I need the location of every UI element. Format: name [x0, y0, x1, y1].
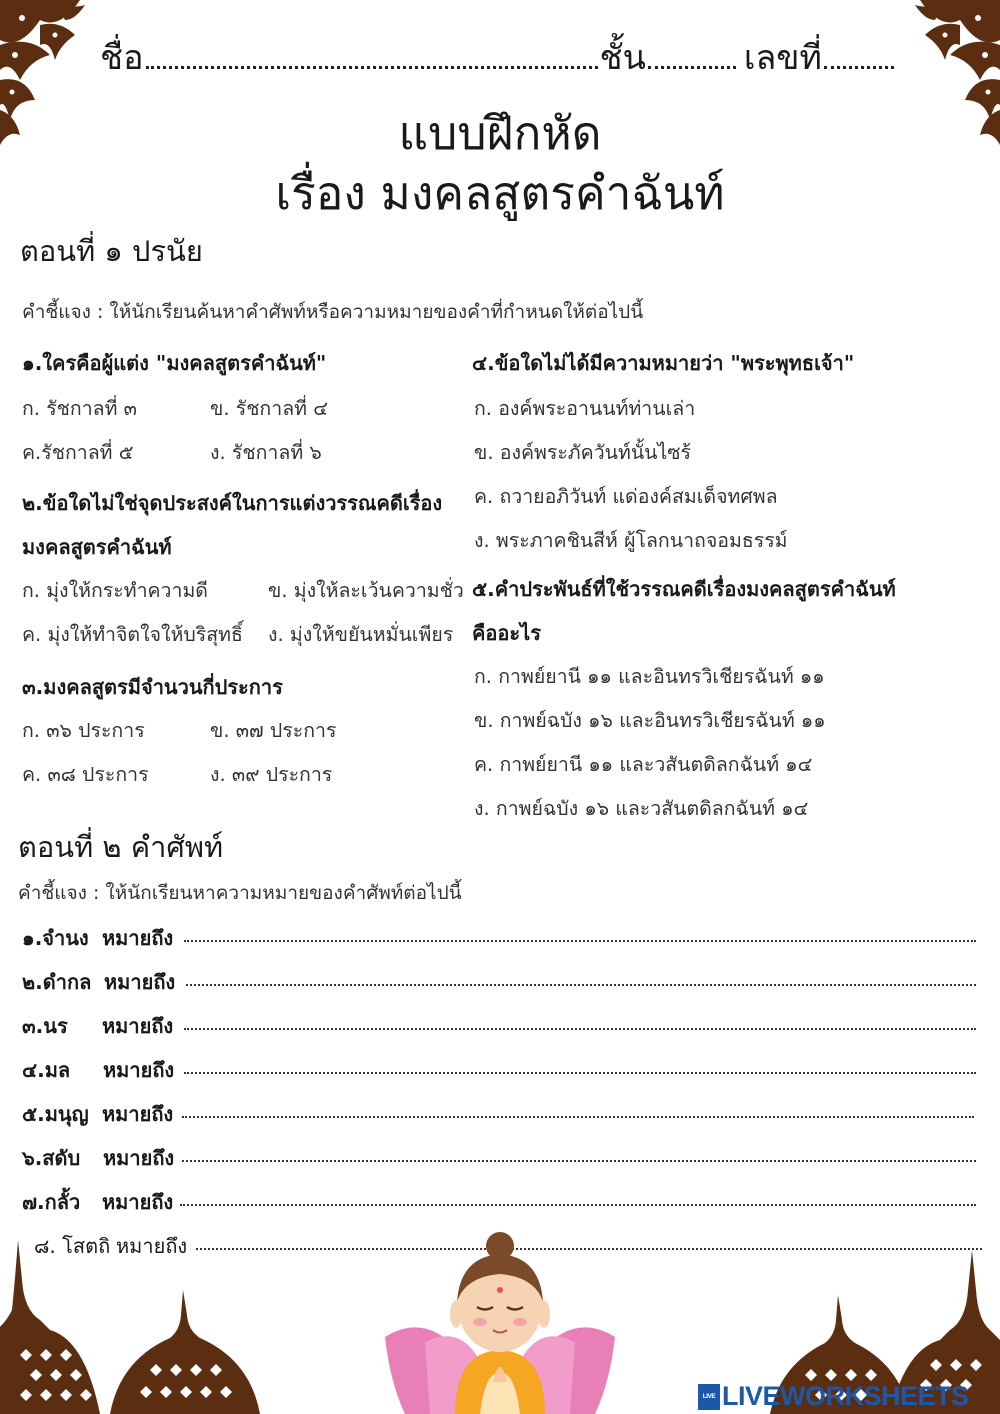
q2-option-c[interactable]: ค. มุ่งให้ทำจิตใจให้บริสุทธิ์: [22, 623, 243, 646]
brand-name: LIVEWORKSHEETS: [722, 1381, 969, 1411]
vocab-answer-blank-7[interactable]: [180, 1204, 976, 1206]
part2-instruction: คำชี้แจง : ให้นักเรียนหาความหมายของคำศัพท์ต่อไปนี้: [18, 882, 462, 904]
vocab-word: ๗.กลั้ว: [22, 1190, 81, 1214]
stupa-left-large-icon: [0, 1240, 110, 1414]
vocab-label: หมายถึง: [103, 1058, 175, 1082]
vocab-label: หมายถึง: [104, 970, 176, 994]
q1-option-c[interactable]: ค.รัชกาลที่ ๕: [22, 441, 134, 464]
part1-heading: ตอนที่ ๑ ปรนัย: [20, 234, 203, 268]
vocab-row-6: [22, 1142, 174, 1174]
class-label: ชั้น: [599, 38, 646, 78]
q5-option-d[interactable]: ง. กาพย์ฉบัง ๑๖ และวสันตดิลกฉันท์ ๑๔: [474, 797, 809, 820]
q2-option-a[interactable]: ก. มุ่งให้กระทำความดี: [22, 579, 208, 602]
part2-heading: ตอนที่ ๒ คำศัพท์: [18, 830, 224, 864]
q2-option-d[interactable]: ง. มุ่งให้ขยันหมั่นเพียร: [268, 623, 454, 646]
q4-option-a[interactable]: ก. องค์พระอานนท์ท่านเล่า: [474, 397, 696, 420]
question-5-line2: คืออะไร: [472, 621, 541, 645]
vocab-word: ๖.สดับ: [22, 1146, 81, 1170]
q4-option-b[interactable]: ข. องค์พระภัควันท์นั้นไซร้: [474, 441, 692, 464]
vocab-word: ๕.มนุญ: [22, 1102, 89, 1126]
liveworksheets-brand[interactable]: [698, 1381, 969, 1412]
question-1: ๑.ใครคือผู้แต่ง "มงคลสูตรคำฉันท์": [22, 351, 327, 375]
vocab-row-3: [22, 1010, 173, 1042]
question-2-line2: มงคลสูตรคำฉันท์: [22, 535, 172, 559]
question-5-line1: ๕.คำประพันธ์ที่ใช้วรรณคดีเรื่องมงคลสูตรคำฉันท์: [472, 577, 896, 601]
vocab-label: หมายถึง: [116, 1234, 188, 1258]
vocab-label: หมายถึง: [102, 1190, 174, 1214]
class-blank[interactable]: [648, 66, 736, 69]
q3-option-a[interactable]: ก. ๓๖ ประการ: [22, 719, 145, 742]
q4-option-c[interactable]: ค. ถวายอภิวันท์ แด่องค์สมเด็จทศพล: [474, 485, 778, 508]
q5-option-b[interactable]: ข. กาพย์ฉบัง ๑๖ และอินทรวิเชียรฉันท์ ๑๑: [474, 709, 826, 732]
vocab-word: ๘. โสตถิ: [34, 1234, 111, 1258]
q1-option-b[interactable]: ข. รัชกาลที่ ๔: [210, 397, 328, 420]
q1-option-d[interactable]: ง. รัชกาลที่ ๖: [210, 441, 322, 464]
vocab-answer-blank-3[interactable]: [184, 1028, 976, 1030]
vocab-answer-blank-6[interactable]: [182, 1160, 976, 1162]
vocab-word: ๓.นร: [22, 1014, 68, 1038]
vocab-answer-blank-5[interactable]: [182, 1116, 974, 1118]
question-2-line1: ๒.ข้อใดไม่ใช่จุดประสงค์ในการแต่งวรรณคดีเรื่อง: [22, 491, 443, 515]
q3-option-d[interactable]: ง. ๓๙ ประการ: [210, 763, 333, 786]
number-label: เลขที่: [743, 38, 822, 78]
vocab-word: ๒.ดำกล: [22, 970, 92, 994]
vocab-label: หมายถึง: [102, 1102, 174, 1126]
q2-option-b[interactable]: ข. มุ่งให้ละเว้นความชั่ว: [268, 579, 464, 602]
q5-option-c[interactable]: ค. กาพย์ยานี ๑๑ และวสันตดิลกฉันท์ ๑๔: [474, 753, 813, 776]
brand-live-mark: LIVE: [698, 1384, 720, 1410]
q5-option-a[interactable]: ก. กาพย์ยานี ๑๑ และอินทรวิเชียรฉันท์ ๑๑: [474, 665, 825, 688]
stupa-left-small-icon: [110, 1290, 260, 1414]
vocab-answer-blank-1[interactable]: [184, 940, 976, 942]
number-blank[interactable]: [824, 66, 894, 69]
vocab-row-1: [22, 922, 173, 954]
vocab-row-4: [22, 1054, 174, 1086]
name-blank[interactable]: [146, 66, 598, 69]
vocab-word: ๑.จำนง: [22, 926, 89, 950]
vocab-label: หมายถึง: [102, 1014, 174, 1038]
vocab-row-2: [22, 966, 175, 998]
q1-option-a[interactable]: ก. รัชกาลที่ ๓: [22, 397, 138, 420]
vocab-answer-blank-4[interactable]: [184, 1072, 976, 1074]
part1-instruction: คำชี้แจง : ให้นักเรียนค้นหาคำศัพท์หรือความหมายของคำที่กำหนดให้ต่อไปนี้: [22, 301, 644, 323]
vocab-label: หมายถึง: [103, 1146, 175, 1170]
name-class-number-line: [100, 30, 894, 84]
question-4: ๔.ข้อใดไม่ได้มีความหมายว่า "พระพุทธเจ้า": [472, 351, 855, 375]
liveworksheets-logo-icon: [698, 1384, 720, 1410]
question-3: ๓.มงคลสูตรมีจำนวนกี่ประการ: [22, 675, 283, 699]
q3-option-b[interactable]: ข. ๓๗ ประการ: [210, 719, 337, 742]
name-label: ชื่อ: [100, 38, 144, 78]
worksheet-title-line2: เรื่อง มงคลสูตรคำฉันท์: [275, 166, 725, 220]
worksheet-title-line1: แบบฝึกหัด: [398, 106, 602, 160]
vocab-row-5: [22, 1098, 173, 1130]
q3-option-c[interactable]: ค. ๓๘ ประการ: [22, 763, 149, 786]
vocab-word: ๔.มล: [22, 1058, 71, 1082]
buddha-on-lotus-illustration: [385, 1232, 615, 1414]
vocab-label: หมายถึง: [102, 926, 174, 950]
vocab-answer-blank-2[interactable]: [186, 984, 976, 986]
vocab-row-7: [22, 1186, 173, 1218]
q4-option-d[interactable]: ง. พระภาคชินสีห์ ผู้โลกนาถจอมธรรม์: [474, 529, 788, 552]
